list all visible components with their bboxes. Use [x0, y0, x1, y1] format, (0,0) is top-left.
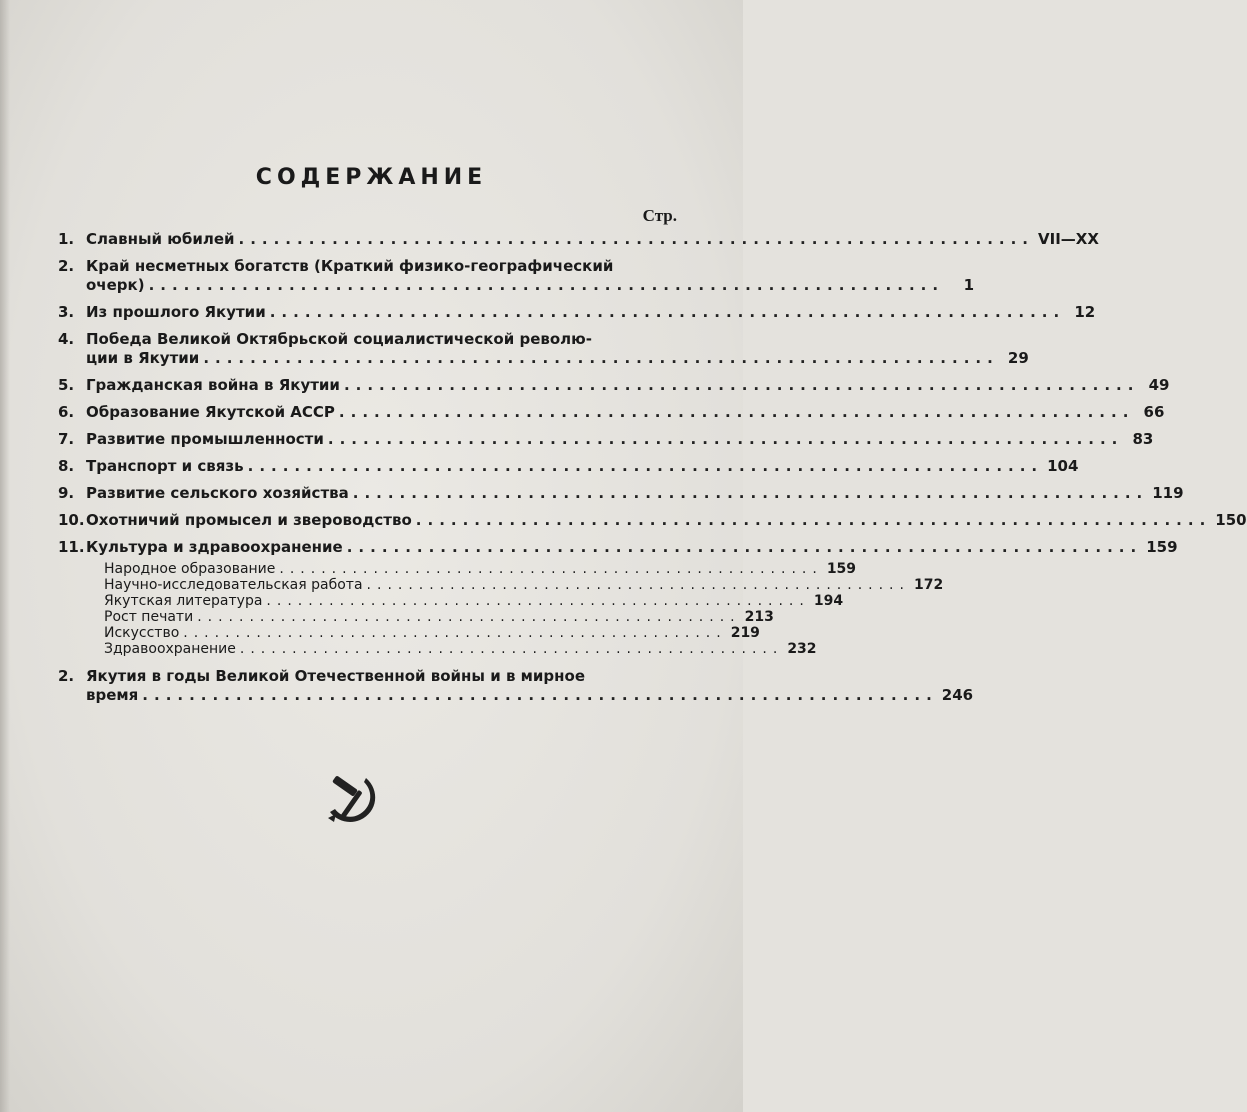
toc-entry-number: 5. [58, 376, 75, 394]
leader-dots: .................................................... [366, 577, 910, 593]
toc-entry [58, 511, 1247, 530]
toc-entry-number: 6. [58, 403, 75, 421]
toc-entry [58, 257, 975, 295]
toc-subentry-title: Рост печати [104, 609, 194, 625]
toc-subentry [104, 593, 844, 609]
leader-dots: .................................................... [239, 641, 784, 657]
toc-entry-number: 11. [58, 538, 85, 556]
toc-subentry-page: 172 [913, 577, 944, 593]
toc-subentry [104, 641, 817, 657]
toc-subentry [104, 561, 857, 577]
toc-entry-number: 3. [58, 303, 75, 321]
toc-entry [58, 403, 1165, 422]
toc-entry-page: 246 [941, 686, 974, 704]
toc-entry-title-continued: время [86, 686, 139, 704]
toc-entry-title-continued: очерк) [86, 276, 145, 294]
toc-entry-page: 29 [1007, 349, 1029, 367]
toc-entry-number: 8. [58, 457, 75, 475]
leader-dots: .................................................................... [269, 303, 1066, 321]
toc-entry-title: Славный юбилей [86, 230, 235, 248]
toc-entry-title: Образование Якутской АССР [86, 403, 335, 421]
leader-dots: .................................................................... [352, 484, 1149, 502]
leader-dots: .................................................................... [415, 511, 1212, 529]
toc-entry-page: 1 [963, 276, 975, 294]
leader-dots: .................................................................... [338, 403, 1135, 421]
toc-subentry-title: Народное образование [104, 561, 276, 577]
leader-dots: .................................................... [266, 593, 810, 609]
toc-entry-number: 2. [58, 257, 75, 275]
toc-entry [58, 330, 1029, 368]
page-column-label: Стр. [642, 206, 677, 225]
toc-entry-title: Край несметных богатств (Краткий физико-географический [86, 257, 614, 275]
toc-subentries [58, 561, 944, 657]
toc-subentry-title: Якутская литература [104, 593, 263, 609]
toc-entry-page: 159 [1146, 538, 1178, 556]
toc-subentry [104, 625, 760, 641]
leader-dots: .................................................................... [148, 276, 945, 294]
toc-entry-page: 104 [1047, 457, 1079, 475]
toc-entry-title: Якутия в годы Великой Отечественной войны и в мирное [86, 667, 586, 685]
toc-entry-title-continued: ции в Якутии [86, 349, 200, 367]
toc-subentry-page: 219 [730, 625, 760, 641]
leader-dots: .................................................................... [343, 376, 1140, 394]
toc-subentry [104, 577, 944, 593]
toc-subentry-page: 159 [826, 561, 857, 577]
toc-entry [58, 230, 1099, 249]
leader-dots: .................................................................... [346, 538, 1143, 556]
toc-subentry-title: Искусство [104, 625, 180, 641]
toc-entry-title: Развитие сельского хозяйства [86, 484, 349, 502]
toc-entry-title: Гражданская война в Якутии [86, 376, 340, 394]
toc-entry-title: Транспорт и связь [86, 457, 244, 475]
hammer-and-sickle-icon [322, 768, 384, 830]
toc-entry-title: Развитие промышленности [86, 430, 324, 448]
leader-dots: .................................................... [183, 625, 727, 641]
toc-entry [58, 484, 1184, 503]
toc-entry [58, 376, 1170, 395]
toc-subentry-page: 194 [813, 593, 844, 609]
leader-dots: .................................................................... [238, 230, 1034, 248]
toc-subentry-title: Научно-исследовательская работа [104, 577, 363, 593]
toc-entry-page: 66 [1143, 403, 1165, 421]
leader-dots: .................................................... [279, 561, 823, 577]
toc-entry-title: Победа Великой Октябрьской социалистической револю- [86, 330, 592, 348]
toc-subentry-title: Здравоохранение [104, 641, 236, 657]
toc-subentry [104, 609, 774, 625]
toc-entry-number: 9. [58, 484, 75, 502]
toc-entry [58, 430, 1154, 449]
leader-dots: .................................................................... [142, 686, 938, 704]
toc-entry-number: 10. [58, 511, 85, 529]
toc-entry [58, 303, 1096, 322]
toc-entry-number: 1. [58, 230, 75, 248]
toc-subentry-page: 232 [787, 641, 817, 657]
toc-entry-number: 4. [58, 330, 75, 348]
toc-entry-page: 12 [1074, 303, 1096, 321]
leader-dots: .................................................................... [327, 430, 1124, 448]
toc-entry [58, 538, 1178, 557]
leader-dots: .................................................... [197, 609, 741, 625]
page-title: СОДЕРЖАНИЕ [255, 165, 488, 190]
toc-entry-page: VII—XX [1038, 230, 1099, 248]
toc-entry-title: Из прошлого Якутии [86, 303, 266, 321]
toc-entry [58, 457, 1079, 476]
toc-entry [58, 667, 974, 705]
toc-entry-title: Культура и здравоохранение [86, 538, 343, 556]
toc-entry-page: 83 [1132, 430, 1154, 448]
toc-entry-number: 7. [58, 430, 75, 448]
toc-subentry-page: 213 [744, 609, 774, 625]
table-of-contents [58, 230, 1247, 713]
toc-entry-page: 119 [1152, 484, 1184, 502]
toc-entry-number: 2. [58, 667, 75, 685]
toc-entry-page: 49 [1148, 376, 1170, 394]
toc-entry-title: Охотничий промысел и звероводство [86, 511, 412, 529]
toc-entry-page: 150 [1215, 511, 1247, 529]
leader-dots: .................................................................... [203, 349, 999, 367]
leader-dots: .................................................................... [247, 457, 1044, 475]
